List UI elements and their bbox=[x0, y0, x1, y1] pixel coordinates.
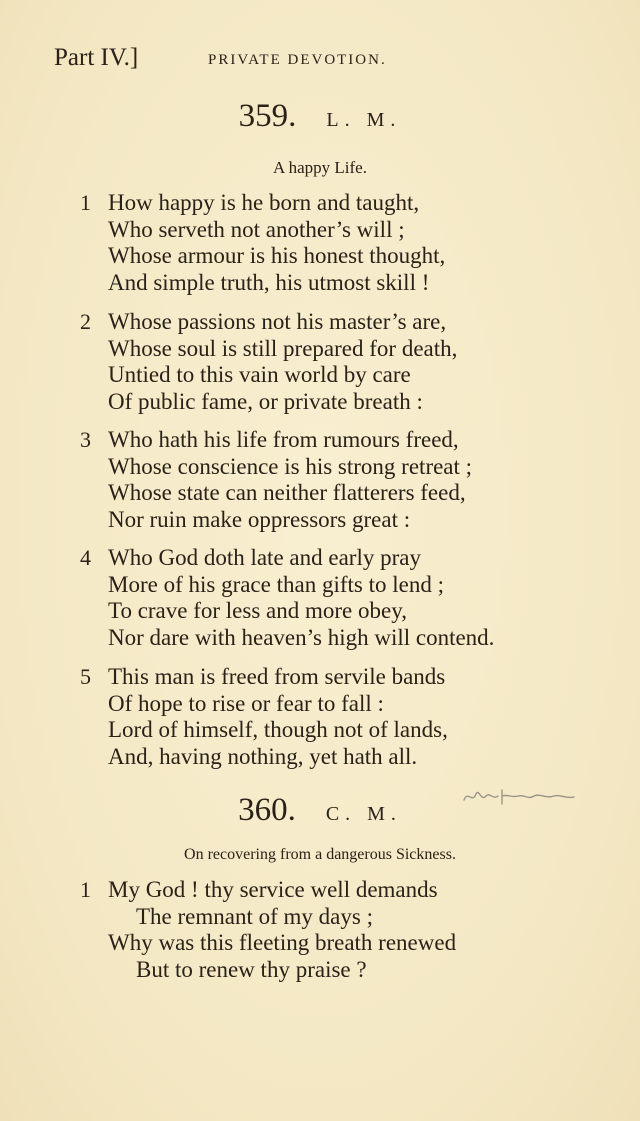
verse-line: But to renew thy praise ? bbox=[136, 956, 367, 982]
verse-line: How happy is he born and taught, bbox=[108, 190, 420, 215]
verse-line: This man is freed from servile bands bbox=[108, 664, 446, 689]
hymn-360-verse-1 bbox=[80, 877, 456, 983]
verse-line: Whose state can neither flatterers feed, bbox=[108, 480, 466, 505]
part-label: Part IV.] bbox=[54, 44, 139, 71]
hymn-359-title: A happy Life. bbox=[273, 158, 367, 177]
section-title: PRIVATE DEVOTION. bbox=[208, 52, 387, 68]
running-head bbox=[54, 44, 600, 78]
verse-line: Who serveth not another’s will ; bbox=[108, 216, 405, 242]
hymn-359-verse-1 bbox=[80, 190, 445, 296]
verse-number: 4 bbox=[80, 545, 91, 570]
verse-line: Nor dare with heaven’s high will contend. bbox=[108, 624, 495, 650]
verse-number: 3 bbox=[80, 427, 91, 452]
verse-line: Whose soul is still prepared for death, bbox=[108, 335, 458, 361]
verse-line: Untied to this vain world by care bbox=[108, 362, 411, 387]
verse-line: Whose conscience is his strong retreat ; bbox=[108, 453, 473, 479]
verse-number: 5 bbox=[80, 664, 91, 689]
verse-line: Of hope to rise or fear to fall : bbox=[108, 690, 384, 716]
verse-line: Nor ruin make oppressors great : bbox=[108, 506, 411, 532]
verse-line: The remnant of my days ; bbox=[136, 903, 373, 929]
verse-line: Who hath his life from rumours freed, bbox=[108, 427, 459, 452]
hymn-359-verse-3 bbox=[80, 427, 472, 533]
verse-line: Who God doth late and early pray bbox=[108, 545, 421, 570]
hymn-meter: C. M. bbox=[325, 803, 402, 825]
verse-number: 1 bbox=[80, 877, 91, 902]
verse-line: And simple truth, his utmost skill ! bbox=[108, 269, 430, 295]
hymn-359-verse-5 bbox=[80, 664, 448, 770]
hymn-meter: L. M. bbox=[326, 109, 402, 131]
hymn-359-verse-2 bbox=[80, 309, 457, 415]
hymn-360-heading bbox=[0, 792, 640, 829]
verse-line: Of public fame, or private breath : bbox=[108, 388, 423, 414]
hymn-number: 360. bbox=[238, 792, 296, 828]
hymn-359-heading bbox=[0, 98, 640, 135]
hymn-number: 359. bbox=[238, 98, 297, 134]
verse-line: Lord of himself, though not of lands, bbox=[108, 717, 448, 742]
verse-number: 2 bbox=[80, 309, 91, 334]
verse-line: And, having nothing, yet hath all. bbox=[108, 743, 418, 769]
verse-number: 1 bbox=[80, 190, 91, 215]
verse-line: Whose armour is his honest thought, bbox=[108, 243, 446, 268]
verse-line: More of his grace than gifts to lend ; bbox=[108, 571, 444, 597]
verse-line: Whose passions not his master’s are, bbox=[108, 309, 447, 334]
verse-line: Why was this fleeting breath renewed bbox=[108, 930, 457, 955]
verse-line: My God ! thy service well demands bbox=[108, 877, 438, 902]
verse-line: To crave for less and more obey, bbox=[108, 598, 407, 623]
hymn-359-verse-4 bbox=[80, 545, 494, 651]
hymn-360-title: On recovering from a dangerous Sickness. bbox=[184, 846, 456, 863]
